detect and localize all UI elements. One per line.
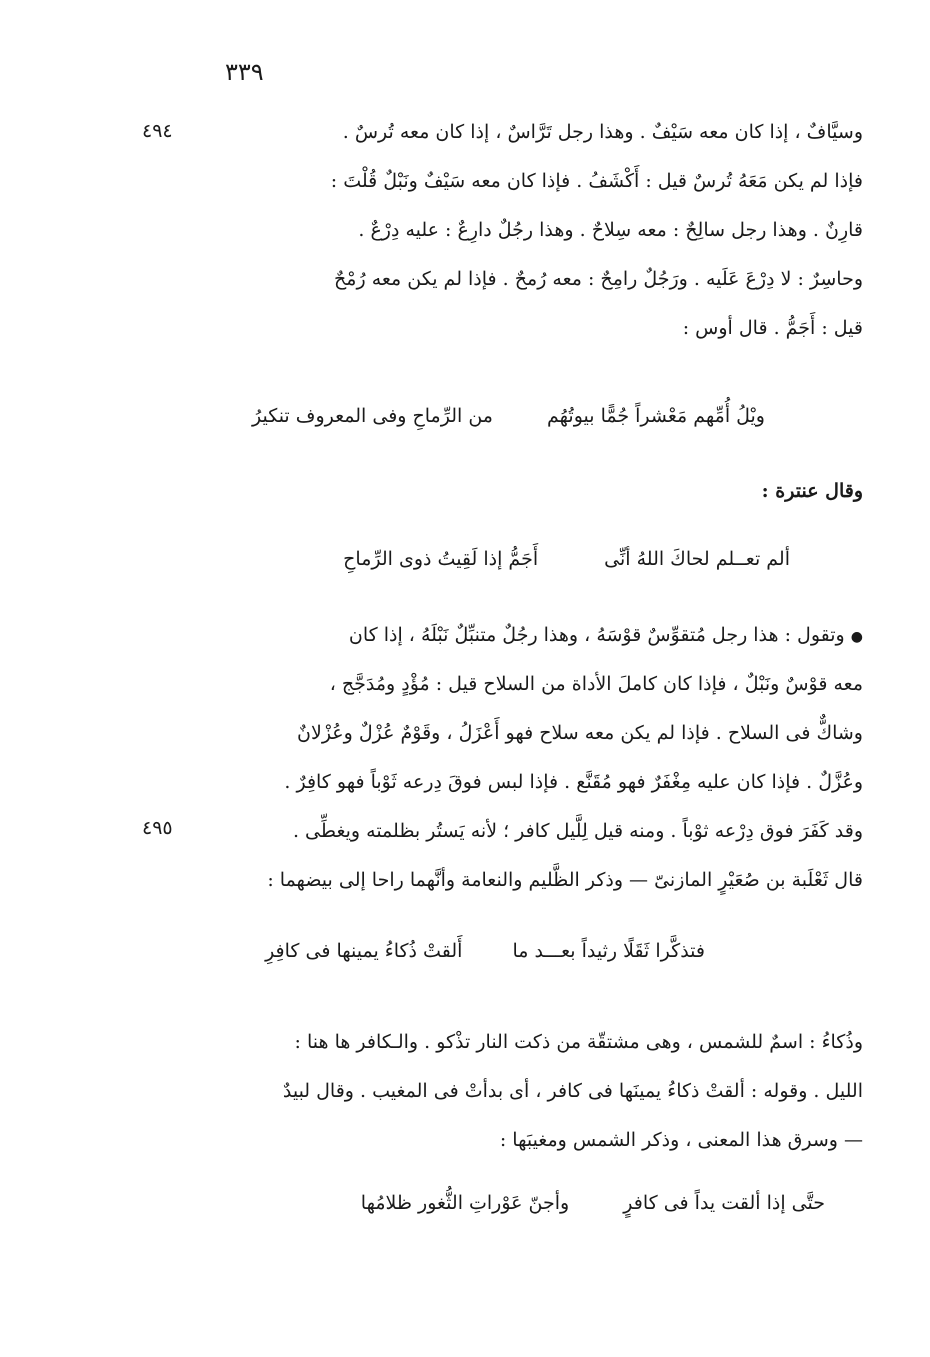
verse-hemistich-left: أَلقتْ ذُكاءُ يمينها فى كافِرِ (265, 940, 463, 962)
text-line: فإذا لم يكن مَعَهُ تُرسٌ قيل : أَكْشَفُ . فإذا كان معه سَيْفٌ ونَبْلٌ قُلْتَ : (330, 170, 863, 192)
verse-hemistich-right: فتذكَّرا ثَقَلًا رثيداً بعـــد ما (512, 940, 705, 962)
text-line: قال ثَعْلَبة بن صُعَيْرٍ المازنىّ — وذكر الظَّليم والنعامة وأنَّهما راحا إلى بيضهما : (267, 869, 863, 891)
margin-number: ٤٩٤ (142, 120, 173, 142)
text-line: الليل . وقوله : ألقتْ ذكاءُ يمينَها فى كافر ، أى بدأتْ فى المغيب . وقال لبيدٌ (282, 1080, 863, 1102)
verse-thalaba (265, 940, 705, 962)
verse-aws (252, 405, 765, 427)
page-number: ٣٣٩ (225, 58, 264, 86)
verse-hemistich-right: حتَّى إذا ألقت يداً فى كافرٍ (623, 1192, 825, 1214)
paragraph-armor-terms (205, 611, 863, 905)
text-line: وحاسِرٌ : لا دِرْعَ عَلَيه . ورَجُلٌ رامِحٌ : معه رُمحٌ . فإذا لم يكن معه رُمْحٌ (334, 268, 863, 290)
text-line: قارِنٌ . وهذا رجل سالِحٌ : معه سِلاحٌ . وهذا رجُلٌ دارِعٌ : عليه دِرْعٌ . (358, 219, 863, 241)
text-line: وقد كَفَرَ فوق دِرْعه ثوْباً . ومنه قيل لِلَّيل كافر ؛ لأنه يَستُر بظلمته ويغطِّى . (292, 820, 863, 842)
text-span: وتقول : هذا رجل مُتقوِّسٌ قوْسَهُ ، وهذا رجُلٌ متنبِّلٌ نَبْلَهُ ، إذا كان (348, 624, 845, 646)
verse-hemistich-left: وأجنّ عَوْراتِ الثُّغور ظلامُها (360, 1192, 570, 1214)
verse-labid (361, 1192, 825, 1214)
text-line: وشاكٌّ فى السلاح . فإذا لم يكن معه سلاح فهو أَعْزَلُ ، وقَوْمٌ عُزْلٌ وعُزْلانٌ (297, 722, 863, 744)
text-line: معه قوْسٌ ونَبْلٌ ، فإذا كان كاملَ الأداة من السلاح قيل : مُؤْدٍ ومُدَجَّج ، (329, 673, 863, 695)
text-line (205, 611, 863, 660)
verse-antara (343, 548, 790, 570)
text-line: وذُكاءُ : اسمٌ للشمس ، وهى مشتقّة من ذكت النار تذْكو . والـكافر ها هنا : (294, 1031, 863, 1053)
text-line: وسيَّافٌ ، إذا كان معه سَيْفٌ . وهذا رجل تَرَّاسٌ ، إذا كان معه تُرسٌ . (342, 121, 863, 143)
paragraph-dhuka-explanation (205, 1018, 863, 1165)
text-line: — وسرق هذا المعنى ، وذكر الشمس ومغيبَها : (499, 1129, 863, 1151)
verse-hemistich-left: أَجَمُّ إذا لَقِيتُ ذوى الرِّماحِ (343, 548, 539, 570)
text-line: وعُزَّلٌ . فإذا كان عليه مِغْفَرٌ فهو مُقَنَّع . فإذا لبس فوقَ دِرعه ثَوْباً فهو كافِرٌ . (284, 771, 863, 793)
verse-hemistich-left: من الرِّماحِ وفى المعروف تنكيرُ (251, 405, 493, 427)
paragraph-weapons-terms (205, 108, 863, 353)
verse-hemistich-right: ويْلُ أُمِّهم مَعْشراً جُمًّا بيوتُهُم (547, 405, 765, 427)
verse-hemistich-right: ألم تعــلم لحاكَ اللهُ أنِّى (604, 548, 790, 570)
text-line: قيل : أَجَمُّ . قال أوس : (682, 317, 863, 339)
bullet-marker: ● (850, 629, 863, 645)
margin-number: ٤٩٥ (142, 817, 173, 839)
section-heading-antara: وقال عنترة : (761, 480, 863, 502)
